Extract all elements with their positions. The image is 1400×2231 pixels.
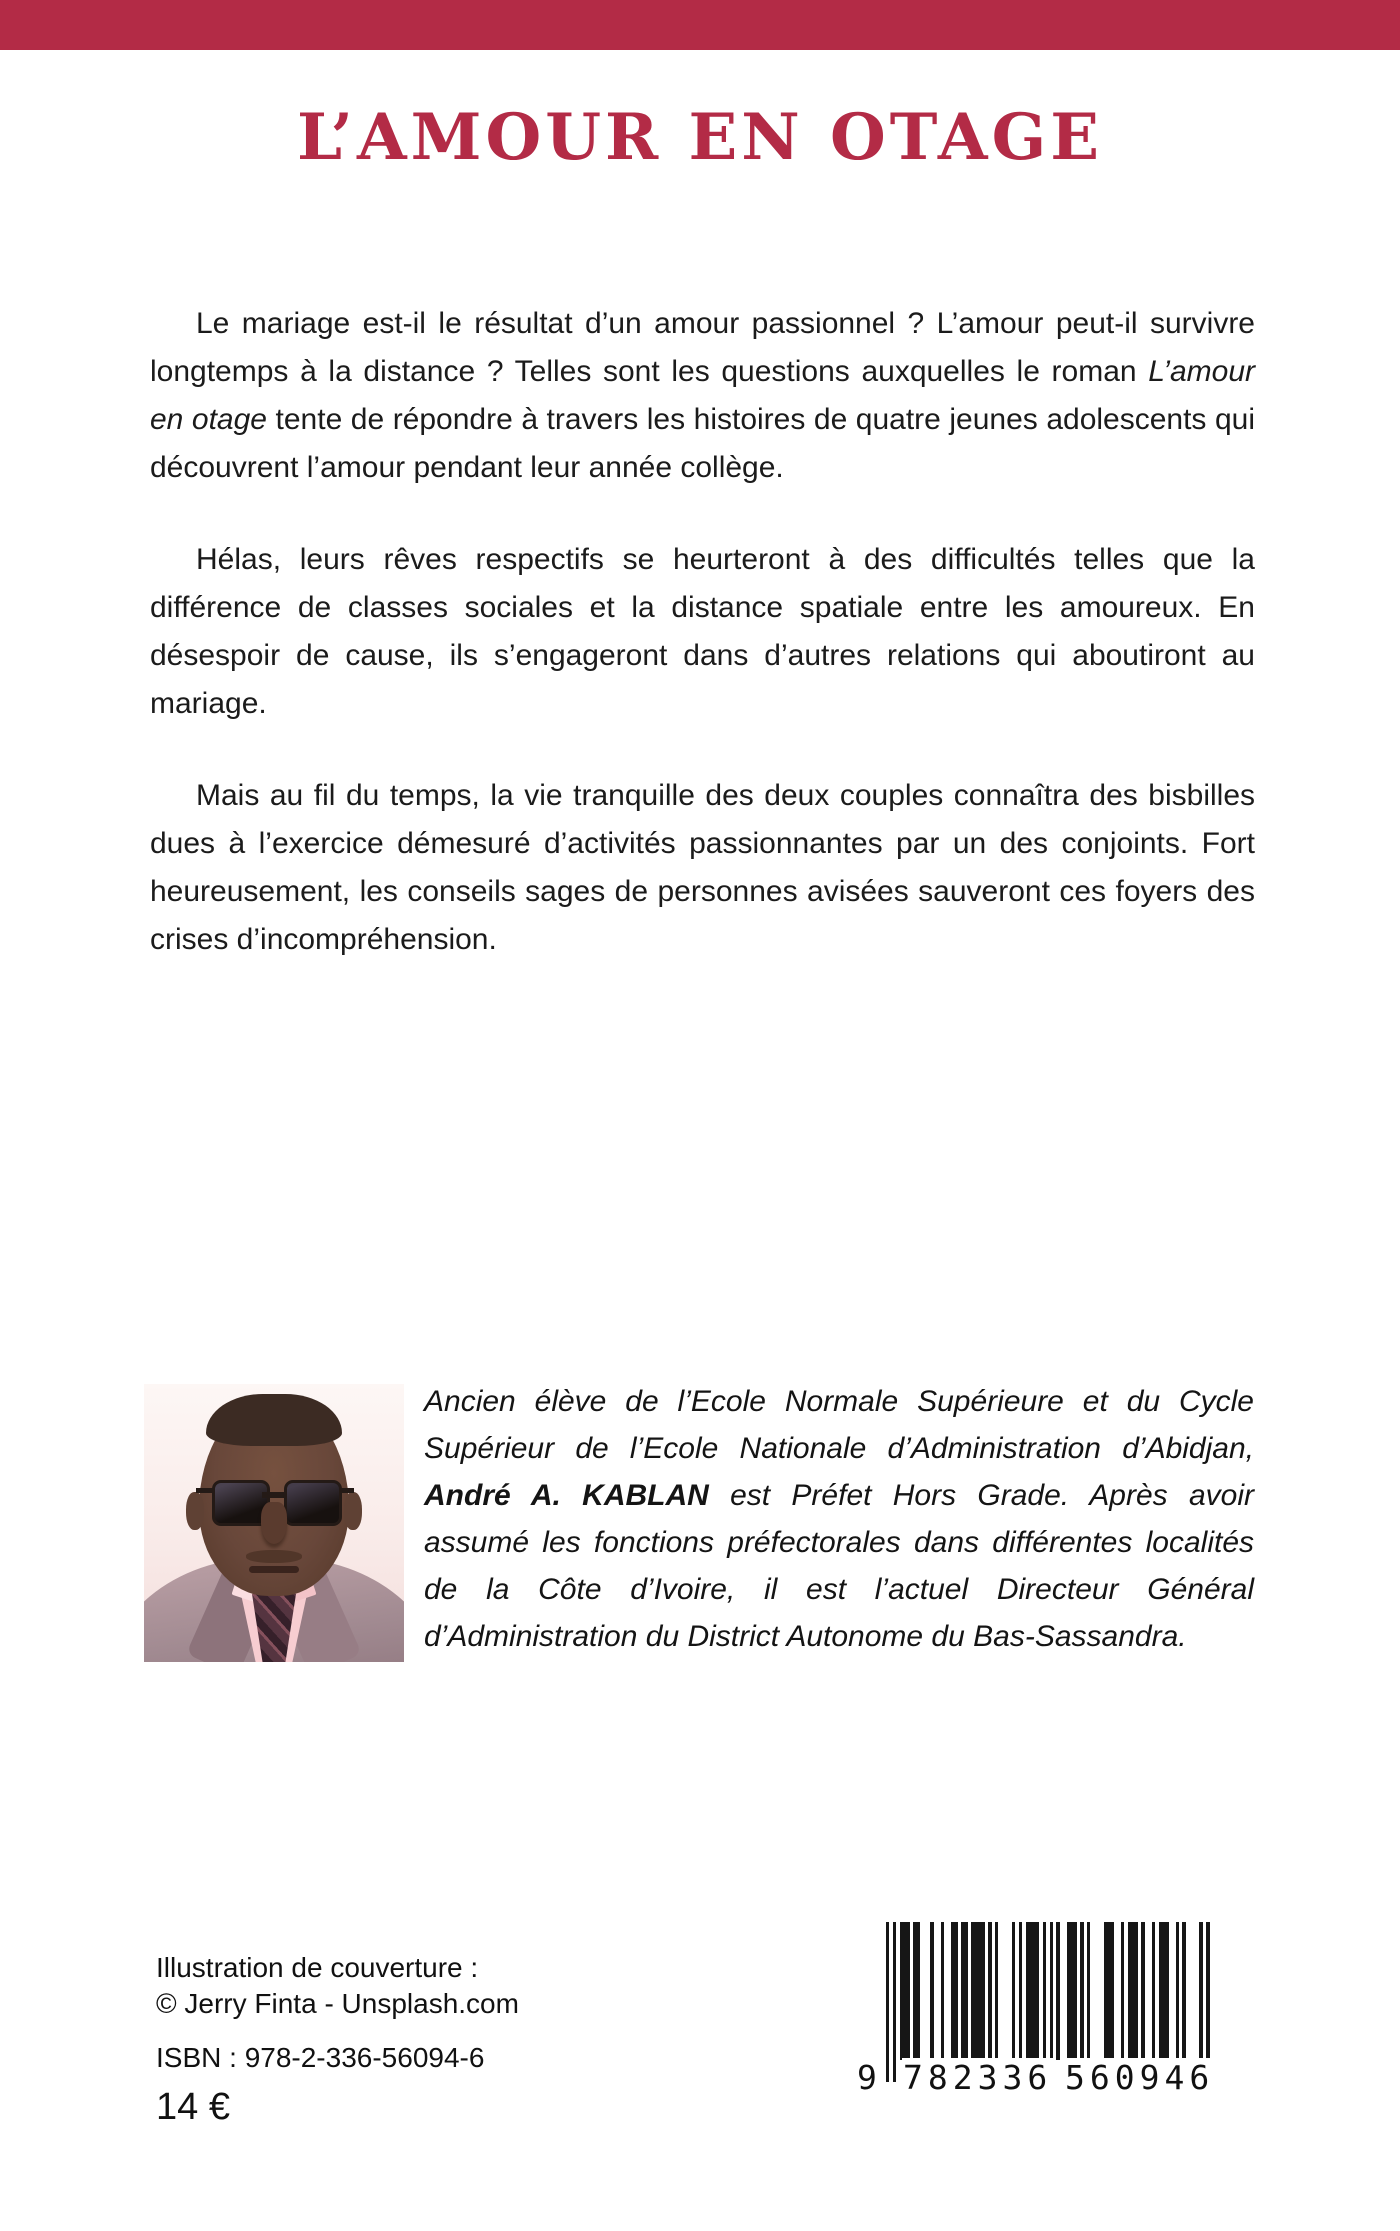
barcode — [857, 1922, 1215, 2100]
author-bio-part2: est Préfet Hors Grade. Après avoir assumé les fonctions préfectorales dans différentes localités de la Côte d’Ivoire, il est l’actuel Directeur Général d’Administration du District Autonome du Bas-Sassandra. — [424, 1479, 1254, 1653]
author-photo — [144, 1384, 404, 1662]
author-photo-lip-shadow — [246, 1550, 302, 1563]
author-photo-nose — [261, 1502, 287, 1544]
price: 14 € — [156, 2086, 230, 2128]
author-photo-ear-right — [344, 1492, 362, 1530]
barcode-digit-first: 9 — [857, 2058, 877, 2097]
author-bio-part1: Ancien élève de l’Ecole Normale Supérieure et du Cycle Supérieur de l’Ecole Nationale d’Administration d’Abidjan, — [424, 1385, 1254, 1465]
barcode-digits-left: 782336 — [903, 2058, 1053, 2097]
synopsis-paragraph-1 — [150, 300, 1255, 492]
book-title: L’AMOUR EN OTAGE — [297, 100, 1103, 175]
glasses-bridge — [262, 1492, 286, 1498]
author-name: André A. KABLAN — [424, 1479, 709, 1512]
synopsis-paragraph-2: Hélas, leurs rêves respectifs se heurteront à des difficultés telles que la différence de classes sociales et la distance spatiale entre les amoureux. En désespoir de cause, ils s’engageront dans d’autres relations qui aboutiront au mariage. — [150, 543, 1255, 720]
isbn-number: ISBN : 978-2-336-56094-6 — [156, 2042, 485, 2073]
top-red-band — [0, 0, 1400, 50]
book-title-inline: L’amour en otage — [150, 355, 1255, 436]
cover-credit-line2: © Jerry Finta - Unsplash.com — [156, 1988, 519, 2019]
author-photo-mouth — [249, 1566, 299, 1573]
author-bio — [424, 1378, 1254, 1660]
synopsis-p1-text: Le mariage est-il le résultat d’un amour passionnel ? L’amour peut-il survivre longtemps à la distance ? Telles sont les questions auxquelles le roman — [150, 307, 1255, 388]
barcode-digits-right: 560946 — [1065, 2058, 1215, 2097]
synopsis-paragraph-3: Mais au fil du temps, la vie tranquille des deux couples connaîtra des bisbilles dues à l’exercice démesuré d’activités passionnantes par un des conjoints. Fort heureusement, les conseils sages de personnes avisées sauveront ces foyers des crises d’incompréhension. — [150, 779, 1255, 956]
cover-credit-line1: Illustration de couverture : — [156, 1952, 479, 1983]
synopsis — [150, 300, 1255, 1008]
author-photo-ear-left — [186, 1492, 204, 1530]
author-photo-hair — [206, 1394, 342, 1446]
glasses-lens-right — [284, 1480, 342, 1526]
cover-credits — [156, 1950, 519, 2022]
barcode-digits — [857, 2058, 1215, 2100]
synopsis-p1-text-after: tente de répondre à travers les histoires de quatre jeunes adolescents qui découvrent l’amour pendant leur année collège. — [150, 403, 1255, 484]
